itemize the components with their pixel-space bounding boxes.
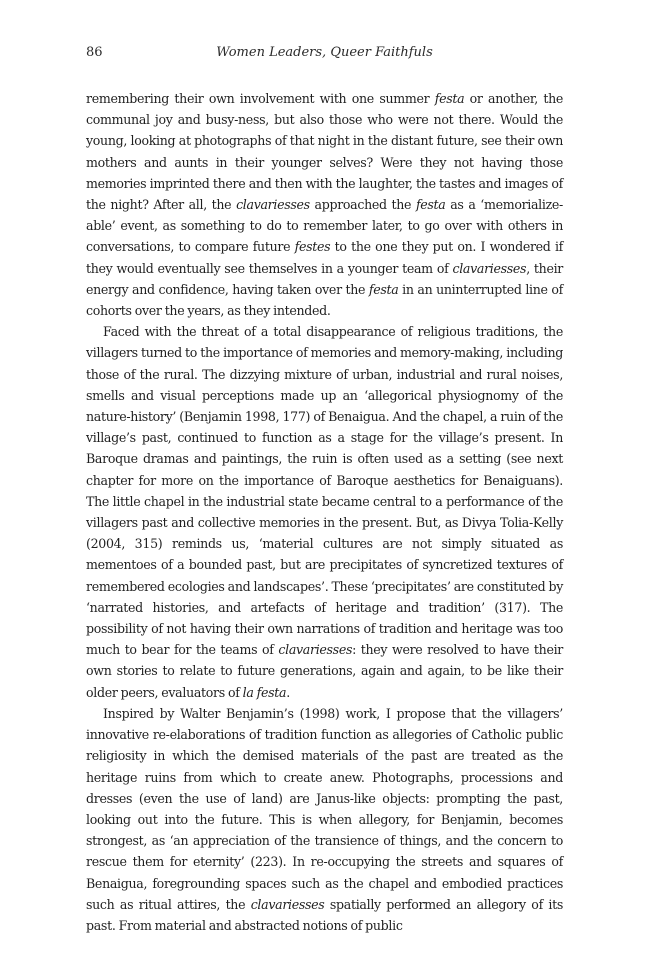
body-text bbox=[86, 88, 563, 936]
text-run: : they were resolved to have their own stories to relate to future generations, again and again, to be like their older peers, evaluators of bbox=[86, 642, 564, 700]
italic-term: clavariesses bbox=[236, 197, 310, 213]
italic-term: la festa bbox=[242, 684, 287, 700]
text-run: Faced with the threat of a total disappearance of religious traditions, the villagers turned to the importance of memories and memory-making, including those of the rural. The dizzying mixture of urban, industrial and rural noises, smells and visual perceptions made up an ‘allegorical physiognomy of the nature-history’ (Benjamin 1998, 177) of Benaigua. And the chapel, a ruin of the village’s past, continued to function as a stage for the village’s present. In Baroque dramas and paintings, the ruin is often used as a setting (see next chapter for more on the importance of Baroque aesthetics for Benaiguans). The little chapel in the industrial state became central to a performance of the villagers past and collective memories in the present. But, as Divya Tolia-Kelly (2004, 315) reminds us, ‘material cultures are not simply situated as mementoes of a bounded past, but are precipitates of syncretized textures of remembered ecologies and landscapes’. These ‘precipitates’ are constituted by ‘narrated histories, and artefacts of heritage and tradition’ (317). The possibility of not having their own narrations of tradition and heritage was too much to bear for the teams of bbox=[86, 324, 563, 658]
text-run: , their energy and confidence, having taken over the bbox=[86, 260, 563, 297]
italic-term: festa bbox=[434, 91, 465, 106]
text-run: in an uninterrupted line of cohorts over the years, as they intended. bbox=[86, 281, 563, 319]
italic-term: festa bbox=[415, 197, 446, 213]
text-run: as a ‘memorialize-able’ event, as something to do to remember later, to go over with others in conversations, to compare future bbox=[86, 197, 563, 255]
page-number: 86 bbox=[86, 45, 103, 60]
italic-term: festes bbox=[294, 239, 331, 255]
paragraph-1 bbox=[86, 88, 563, 321]
paragraph-2 bbox=[86, 321, 563, 703]
text-run: or another, the communal joy and busy-ness, but also those who were not there. Would the young, looking at photographs of that night in the distant future, see their own mothers and aunts in their younger selves? Were they not having those memories imprinted there and then with the laughter, the tastes and images of the night? After all, the bbox=[86, 91, 563, 213]
text-run: . bbox=[286, 684, 290, 700]
italic-term: festa bbox=[368, 281, 399, 297]
running-header bbox=[86, 45, 563, 65]
text-run: approached the bbox=[309, 197, 416, 213]
paragraph-3 bbox=[86, 703, 563, 936]
text-run: Inspired by Walter Benjamin’s (1998) work, I propose that the villagers’ innovative re-elaborations of tradition function as allegories of Catholic public religiosity in which the demised materials of the past are treated as the heritage ruins from which to create anew. Photographs, processions and dresses (even the use of land) are Janus-like objects: prompting the past, looking out into the future. This is when allegory, for Benjamin, becomes strongest, as ‘an appreciation of the transience of things, and the concern to rescue them for eternity’ (223). In re-occupying the streets and squares of Benaigua, foregrounding spaces such as the chapel and embodied practices such as ritual attires, the bbox=[86, 705, 563, 912]
text-run: remembering their own involvement with one summer bbox=[86, 91, 435, 106]
text-run: to the one they put on. I wondered if they would eventually see themselves in a younger team of bbox=[86, 239, 563, 276]
italic-term: clavariesses bbox=[452, 260, 527, 276]
text-run: spatially performed an allegory of its past. From material and abstracted notions of public bbox=[86, 896, 563, 933]
italic-term: clavariesses bbox=[278, 642, 353, 658]
running-title: Women Leaders, Queer Faithfuls bbox=[216, 45, 433, 60]
italic-term: clavariesses bbox=[250, 896, 325, 912]
